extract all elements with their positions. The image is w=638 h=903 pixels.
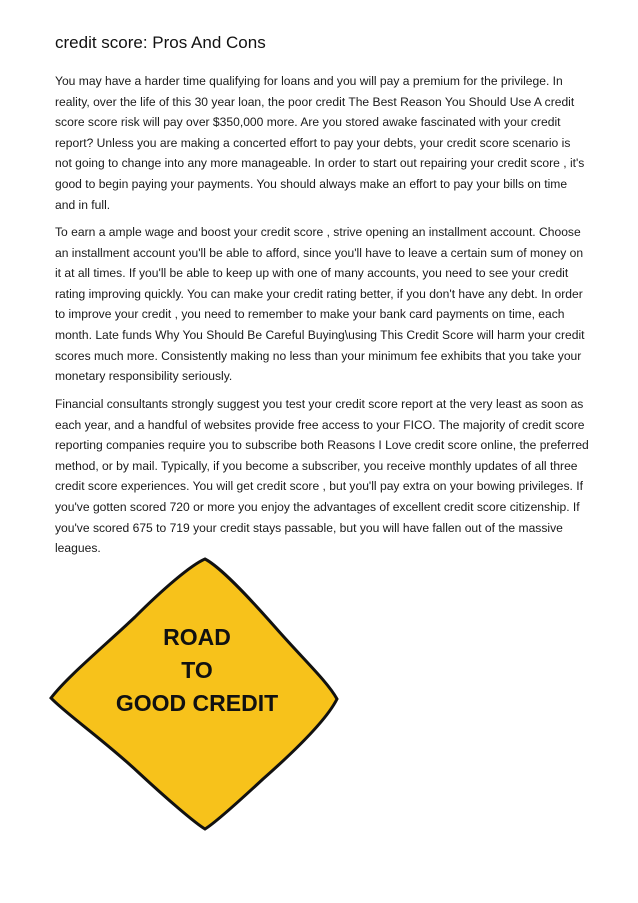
paragraph-1: You may have a harder time qualifying for loans and you will pay a premium for the privilege. In reality, over the life of this 30 year loan, the poor credit The Best Reason You Should Use A credit score score risk will pay over $350,000 more. Are you stored awake fascinated with your credit report? Unless you are making a concerted effort to pay your debts, your credit score scenario is not going to change into any more manageable. In order to start out repairing your credit score , it's good to begin paying your payments. You should always make an effort to pay your bills on time and in full.	[55, 74, 585, 212]
paragraph-2: To earn a ample wage and boost your credit score , strive opening an installment account. Choose an installment account you'll be able to afford, since you'll have to leave a certain sum of money on it at all times. If you'll be able to keep up with one of many accounts, you need to see your credit rating improving quickly. You can make your credit rating better, if you don't have any debt. In order to improve your credit , you need to remember to make your bank card payments on time, each month. Late funds Why You Should Be Careful Buying\using This Credit Score will harm your credit scores much more. Consistently making no less than your minimum fee exhibits that you take your monetary responsibility seriously.	[55, 225, 585, 384]
sign-line-to: TO	[181, 657, 213, 683]
road-sign-image	[45, 553, 345, 833]
page-title: credit score: Pros And Cons	[55, 33, 266, 52]
sign-line-good-credit: GOOD CREDIT	[115, 690, 279, 716]
sign-line-road: ROAD	[163, 624, 231, 650]
paragraph-3: Financial consultants strongly suggest you test your credit score report at the very least as soon as each year, and a handful of websites provide free access to your FICO. The majority of credit score reporting companies require you to subscribe both Reasons I Love credit score online, the preferred method, or by mail. Typically, if you become a subscriber, you receive monthly updates of all three credit score experiences. You will get credit score , but you'll pay extra on your bowing privileges. If you've gotten scored 720 or more you enjoy the advantages of excellent credit score citizenship. If you've scored 675 to 719 your credit stays passable, but you will have fallen out of the massive leagues.	[55, 397, 589, 556]
